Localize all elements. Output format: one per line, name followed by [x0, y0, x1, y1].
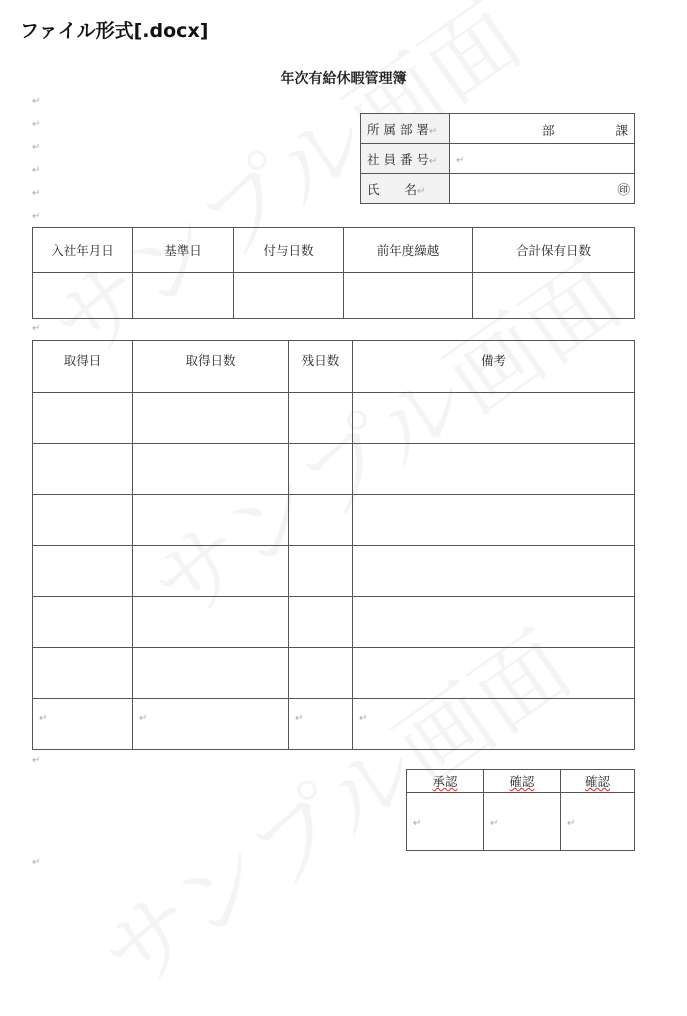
- cell-date[interactable]: [33, 393, 133, 444]
- dept-bu-label: 部: [542, 123, 555, 138]
- header-carry-over: 前年度繰越: [344, 228, 473, 273]
- seal-mark: ㊞: [617, 181, 630, 197]
- table-row: [33, 699, 635, 750]
- header-total-days: 合計保有日数: [473, 228, 635, 273]
- table-row: [33, 444, 635, 495]
- table-row: [33, 597, 635, 648]
- table-row: [33, 648, 635, 699]
- employee-no-label: 社 員 番 号: [367, 151, 429, 167]
- approval-table: [406, 769, 635, 851]
- header-remaining-days: 残日数: [289, 341, 353, 393]
- cell-granted-days[interactable]: [234, 273, 344, 319]
- cell-remaining[interactable]: [289, 393, 353, 444]
- header-approval: 承認: [407, 770, 484, 793]
- employee-no-value-cell[interactable]: ↵: [450, 144, 635, 174]
- cell-days[interactable]: ↵: [133, 699, 289, 750]
- summary-table: [32, 227, 635, 319]
- name-value-cell[interactable]: [450, 174, 635, 204]
- cell-remaining[interactable]: [289, 546, 353, 597]
- cell-base-date[interactable]: [133, 273, 234, 319]
- cell-date[interactable]: [33, 546, 133, 597]
- cell-days[interactable]: [133, 546, 289, 597]
- cell-remaining[interactable]: ↵: [289, 699, 353, 750]
- cell-days[interactable]: [133, 648, 289, 699]
- name-label-cell: 氏 名↵: [361, 174, 450, 204]
- cell-date[interactable]: ↵: [33, 699, 133, 750]
- employee-info-table: [360, 113, 635, 204]
- approval-stamp-row: [407, 793, 635, 851]
- cell-date[interactable]: [33, 495, 133, 546]
- cell-remarks[interactable]: [353, 393, 635, 444]
- table-row: [33, 546, 635, 597]
- cell-join-date[interactable]: [33, 273, 133, 319]
- employee-no-label-cell: 社 員 番 号↵: [361, 144, 450, 174]
- name-label: 氏 名: [367, 181, 418, 197]
- header-acquired-days: 取得日数: [133, 341, 289, 393]
- table-row: [33, 495, 635, 546]
- check-2-stamp-cell[interactable]: ↵: [561, 793, 635, 851]
- paragraph-mark: ↵: [32, 188, 41, 199]
- dept-label: 所 属 部 署: [367, 121, 429, 137]
- header-check-1: 確認: [484, 770, 561, 793]
- paragraph-mark: ↵: [32, 119, 41, 130]
- cell-remaining[interactable]: [289, 648, 353, 699]
- cell-remaining[interactable]: [289, 597, 353, 648]
- summary-value-row: [33, 273, 635, 319]
- cell-carry-over[interactable]: [344, 273, 473, 319]
- paragraph-mark: ↵: [32, 211, 41, 222]
- paragraph-mark: ↵: [32, 165, 41, 176]
- approval-stamp-cell[interactable]: ↵: [407, 793, 484, 851]
- cell-remarks[interactable]: [353, 546, 635, 597]
- cell-days[interactable]: [133, 597, 289, 648]
- header-acquired-date: 取得日: [33, 341, 133, 393]
- cell-total-days[interactable]: [473, 273, 635, 319]
- cell-remaining[interactable]: [289, 495, 353, 546]
- paragraph-mark: ↵: [32, 755, 41, 766]
- approval-header-row: [407, 770, 635, 793]
- header-join-date: 入社年月日: [33, 228, 133, 273]
- cell-date[interactable]: [33, 444, 133, 495]
- cell-days[interactable]: [133, 444, 289, 495]
- cell-remarks[interactable]: [353, 444, 635, 495]
- summary-header-row: [33, 228, 635, 273]
- header-granted-days: 付与日数: [234, 228, 344, 273]
- dept-value-cell[interactable]: [450, 114, 635, 144]
- usage-header-row: [33, 341, 635, 393]
- cell-days[interactable]: [133, 393, 289, 444]
- cell-remaining[interactable]: [289, 444, 353, 495]
- cell-days[interactable]: [133, 495, 289, 546]
- header-base-date: 基準日: [133, 228, 234, 273]
- cell-remarks[interactable]: [353, 495, 635, 546]
- cell-remarks[interactable]: ↵: [353, 699, 635, 750]
- paragraph-mark: ↵: [32, 857, 41, 868]
- document-title: 年次有給休暇管理簿: [280, 71, 407, 87]
- usage-table: [32, 340, 635, 750]
- table-row: [33, 393, 635, 444]
- cell-date[interactable]: [33, 597, 133, 648]
- dept-label-cell: 所 属 部 署↵: [361, 114, 450, 144]
- cell-remarks[interactable]: [353, 648, 635, 699]
- check-1-stamp-cell[interactable]: ↵: [484, 793, 561, 851]
- dept-ka-label: 課: [615, 123, 628, 138]
- file-format-title: ファイル形式[.docx]: [20, 20, 209, 42]
- paragraph-mark: ↵: [32, 323, 41, 334]
- paragraph-mark: ↵: [32, 96, 41, 107]
- cell-remarks[interactable]: [353, 597, 635, 648]
- header-remarks: 備考: [353, 341, 635, 393]
- paragraph-mark: ↵: [32, 142, 41, 153]
- cell-date[interactable]: [33, 648, 133, 699]
- header-check-2: 確認: [561, 770, 635, 793]
